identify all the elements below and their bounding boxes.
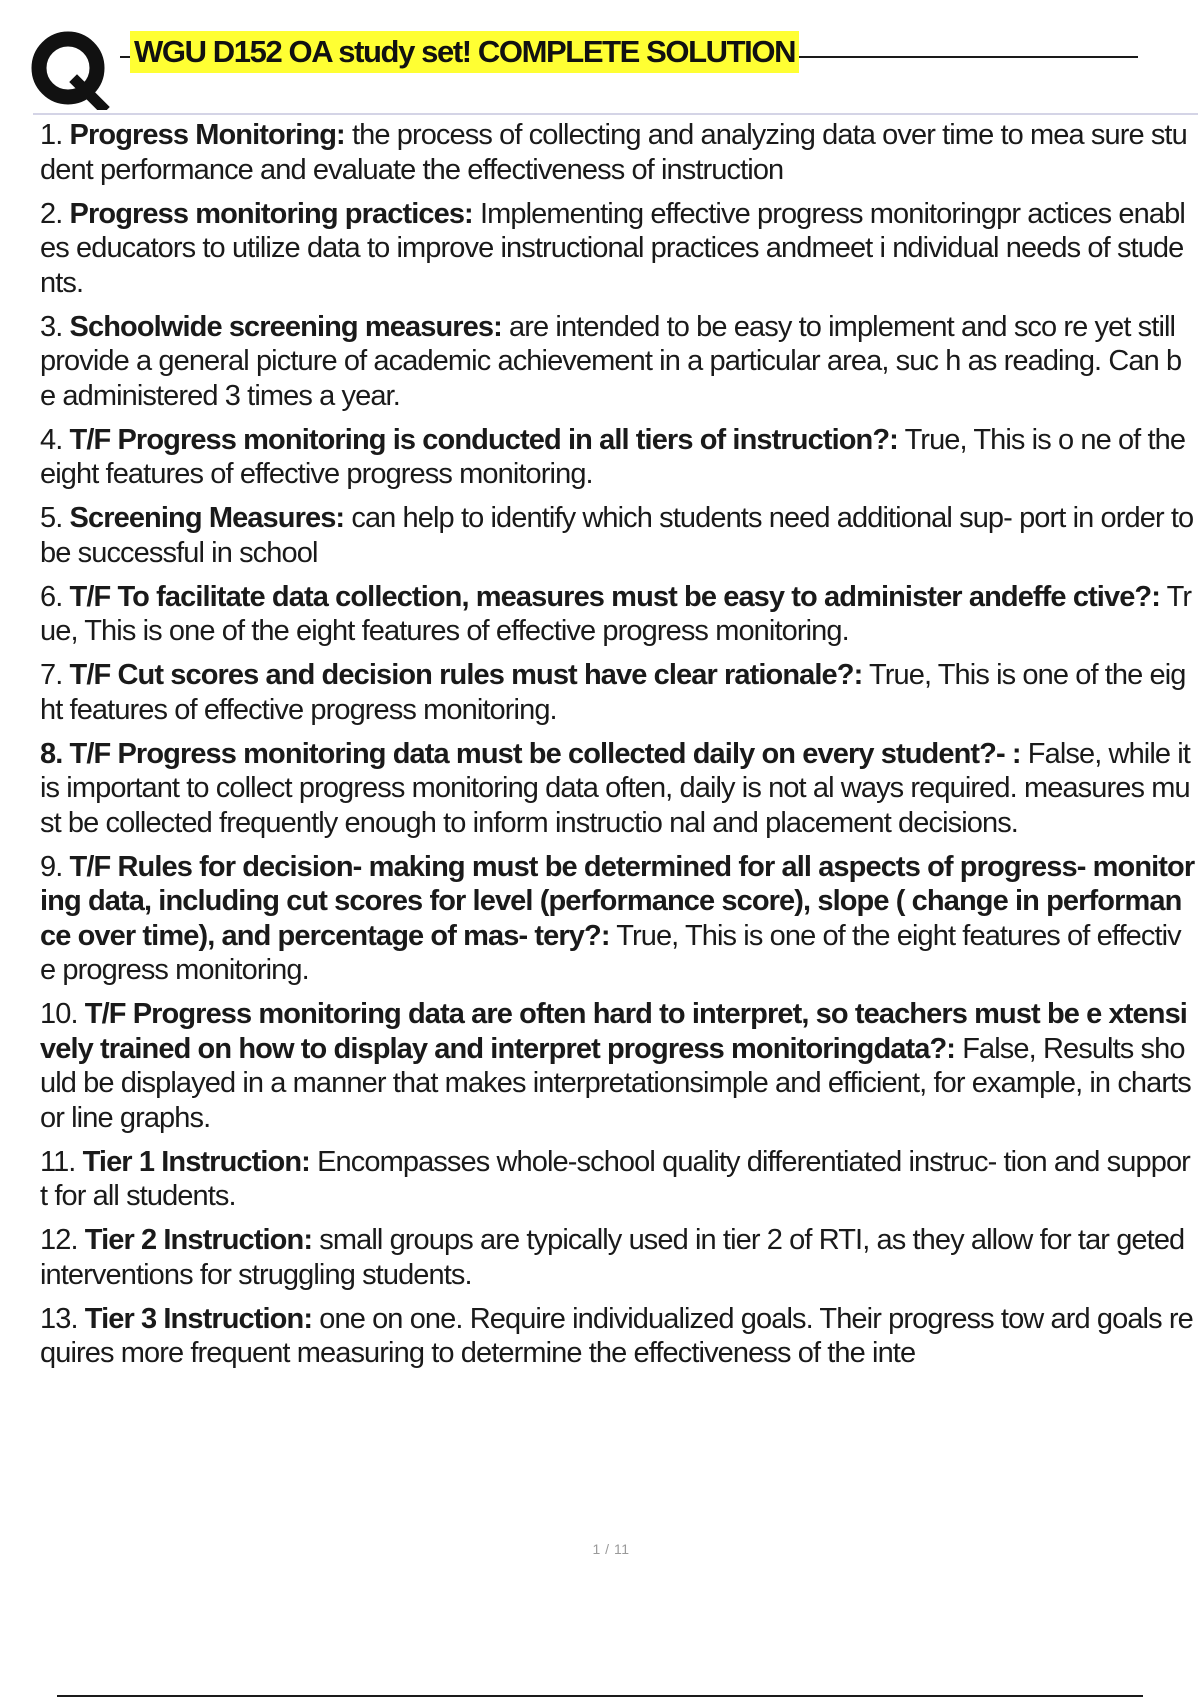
list-item bbox=[40, 1302, 1195, 1371]
item-term: Tier 1 Instruction: bbox=[82, 1145, 310, 1178]
list-item bbox=[40, 197, 1195, 301]
item-definition: small groups are typically used in tier 2 of RTI, as they allow for tar geted interventions for struggling students. bbox=[40, 1224, 1185, 1291]
item-term: T/F Rules for decision- making must be determined for all aspects of progress- monitoring data, including cut scores for level (performance score), slope ( change in performance over time), and percentage of mas- tery?: bbox=[40, 850, 1195, 952]
item-definition: Encompasses whole-school quality differentiated instruc- tion and support for all students. bbox=[40, 1145, 1190, 1212]
document-title: WGU D152 OA study set! COMPLETE SOLUTION bbox=[130, 31, 799, 73]
item-definition: False, while it is important to collect progress monitoring data often, daily is not al ways required. measures must be collected frequently enough to inform instructio nal and placement decisions. bbox=[40, 737, 1190, 839]
list-item bbox=[40, 850, 1195, 988]
item-term: T/F Cut scores and decision rules must have clear rationale?: bbox=[69, 659, 863, 691]
item-definition: one on one. Require individualized goals. Their progress tow ard goals requires more frequent measuring to determine the effectiveness of the inte bbox=[40, 1302, 1193, 1369]
list-item bbox=[40, 310, 1195, 414]
item-term: Progress Monitoring: bbox=[69, 119, 345, 151]
item-definition: are intended to be easy to implement and sco re yet still provide a general picture of academic achievement in a particular area, suc h as reading. Can be administered 3 times a year. bbox=[40, 310, 1182, 412]
item-definition: False, Results should be displayed in a manner that makes interpretationsimple and efficient, for example, in charts or line graphs. bbox=[40, 1032, 1191, 1134]
item-number: 7. bbox=[40, 659, 70, 691]
item-definition: the process of collecting and analyzing data over time to mea sure student performance and evaluate the effectiveness of instruction bbox=[40, 119, 1187, 186]
list-item bbox=[40, 997, 1195, 1135]
list-item bbox=[40, 580, 1195, 649]
item-term: T/F Progress monitoring data are often hard to interpret, so teachers must be e xtensively trained on how to display and interpret progress monitoringdata?: bbox=[40, 998, 1187, 1065]
item-term: Tier 2 Instruction: bbox=[84, 1224, 313, 1256]
item-definition: True, This is o ne of the eight features of effective progress monitoring. bbox=[40, 423, 1186, 490]
item-term: T/F To facilitate data collection, measures must be easy to administer andeffe ctive?: bbox=[69, 580, 1160, 613]
list-item bbox=[40, 1223, 1195, 1292]
page-number: 1 / 11 bbox=[592, 1541, 630, 1557]
item-number: 8. bbox=[40, 737, 70, 770]
item-number: 1. bbox=[40, 119, 70, 151]
item-number: 3. bbox=[40, 310, 70, 343]
item-number: 4. bbox=[40, 423, 70, 456]
item-term: Progress monitoring practices: bbox=[69, 197, 473, 230]
bottom-rule bbox=[57, 1695, 1143, 1697]
item-term: Tier 3 Instruction: bbox=[84, 1302, 313, 1335]
item-number: 11. bbox=[40, 1145, 83, 1178]
item-term: T/F Progress monitoring data must be collected daily on every student?- : bbox=[69, 737, 1021, 770]
list-item bbox=[40, 423, 1195, 492]
item-term: T/F Progress monitoring is conducted in all tiers of instruction?: bbox=[69, 423, 898, 456]
list-item bbox=[40, 737, 1195, 841]
q-logo-icon bbox=[30, 30, 110, 110]
item-number: 12. bbox=[40, 1224, 85, 1256]
study-set-list bbox=[40, 118, 1195, 1380]
item-number: 6. bbox=[40, 580, 70, 613]
item-definition: True, This is one of the eight features of effective progress monitoring. bbox=[40, 580, 1192, 647]
list-item bbox=[40, 118, 1195, 187]
item-definition: can help to identify which students need additional sup- port in order to be successful in school bbox=[40, 502, 1194, 569]
item-number: 9. bbox=[40, 850, 70, 883]
item-number: 10. bbox=[40, 998, 85, 1030]
list-item bbox=[40, 658, 1195, 727]
item-number: 13. bbox=[40, 1302, 85, 1335]
list-item bbox=[40, 501, 1195, 570]
item-definition: Implementing effective progress monitoringpr actices enables educators to utilize data to improve instructional practices andmeet i ndividual needs of students. bbox=[40, 197, 1185, 299]
item-term: Schoolwide screening measures: bbox=[69, 310, 502, 343]
item-term: Screening Measures: bbox=[69, 502, 345, 534]
item-definition: True, This is one of the eight features of effective progress monitoring. bbox=[40, 659, 1186, 726]
list-item bbox=[40, 1145, 1195, 1214]
item-number: 5. bbox=[40, 502, 70, 534]
item-number: 2. bbox=[40, 197, 70, 230]
header-divider bbox=[33, 113, 1198, 115]
item-definition: True, This is one of the eight features of effective progress monitoring. bbox=[40, 919, 1181, 986]
